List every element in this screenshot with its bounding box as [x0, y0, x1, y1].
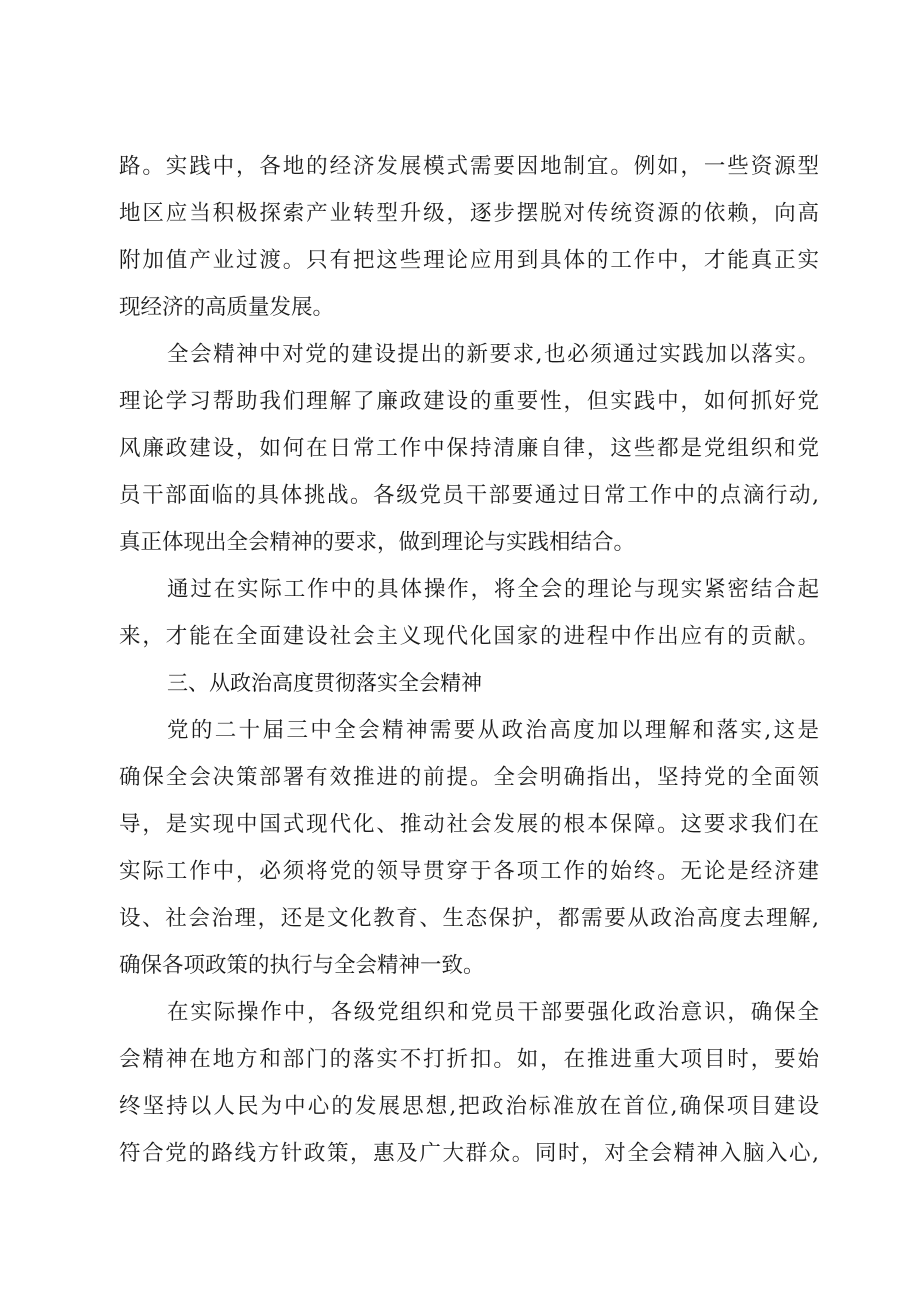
document-body — [119, 143, 819, 1177]
paragraph-2-line-2: 理论学习帮助我们理解了廉政建设的重要性，但实践中，如何抓好党 — [119, 389, 819, 414]
paragraph-2-line-4: 员干部面临的具体挑战。各级党员干部要通过日常工作中的点滴行动, — [119, 483, 819, 508]
paragraph-5-line-3: 终坚持以人民为中心的发展思想,把政治标准放在首位,确保项目建设 — [119, 1094, 819, 1119]
paragraph-3-line-1: 通过在实际工作中的具体操作，将全会的理论与现实紧密结合起 — [167, 577, 819, 602]
paragraph-2-line-3: 风廉政建设，如何在日常工作中保持清廉自律，这些都是党组织和党 — [119, 436, 819, 461]
paragraph-4-line-4: 实际工作中，必须将党的领导贯穿于各项工作的始终。无论是经济建 — [119, 859, 819, 884]
paragraph-2-line-5: 真正体现出全会精神的要求，做到理论与实践相结合。 — [119, 530, 636, 555]
paragraph-1-line-2: 地区应当积极探索产业转型升级，逐步摆脱对传统资源的依赖，向高 — [119, 201, 819, 226]
paragraph-1-line-4: 现经济的高质量发展。 — [119, 295, 335, 320]
paragraph-4-line-1: 党的二十届三中全会精神需要从政治高度加以理解和落实,这是 — [167, 718, 819, 743]
paragraph-1-line-3: 附加值产业过渡。只有把这些理论应用到具体的工作中，才能真正实 — [119, 248, 819, 273]
paragraph-4-line-2: 确保全会决策部署有效推进的前提。全会明确指出，坚持党的全面领 — [119, 765, 819, 790]
paragraph-4-line-3: 导，是实现中国式现代化、推动社会发展的根本保障。这要求我们在 — [119, 812, 819, 837]
paragraph-3-line-2: 来，才能在全面建设社会主义现代化国家的进程中作出应有的贡献。 — [119, 624, 819, 649]
paragraph-1-line-1: 路。实践中，各地的经济发展模式需要因地制宜。例如，一些资源型 — [119, 154, 819, 179]
paragraph-4-line-5: 设、社会治理，还是文化教育、生态保护，都需要从政治高度去理解, — [119, 906, 819, 931]
paragraph-5-line-4: 符合党的路线方针政策，惠及广大群众。同时，对全会精神入脑入心, — [119, 1141, 819, 1166]
paragraph-5-line-1: 在实际操作中，各级党组织和党员干部要强化政治意识，确保全 — [167, 1000, 819, 1025]
paragraph-4-line-6: 确保各项政策的执行与全会精神一致。 — [119, 953, 485, 978]
section-heading: 三、从政治高度贯彻落实全会精神 — [167, 671, 482, 695]
paragraph-2-line-1: 全会精神中对党的建设提出的新要求,也必须通过实践加以落实。 — [167, 342, 819, 367]
paragraph-5-line-2: 会精神在地方和部门的落实不打折扣。如，在推进重大项目时，要始 — [119, 1047, 819, 1072]
